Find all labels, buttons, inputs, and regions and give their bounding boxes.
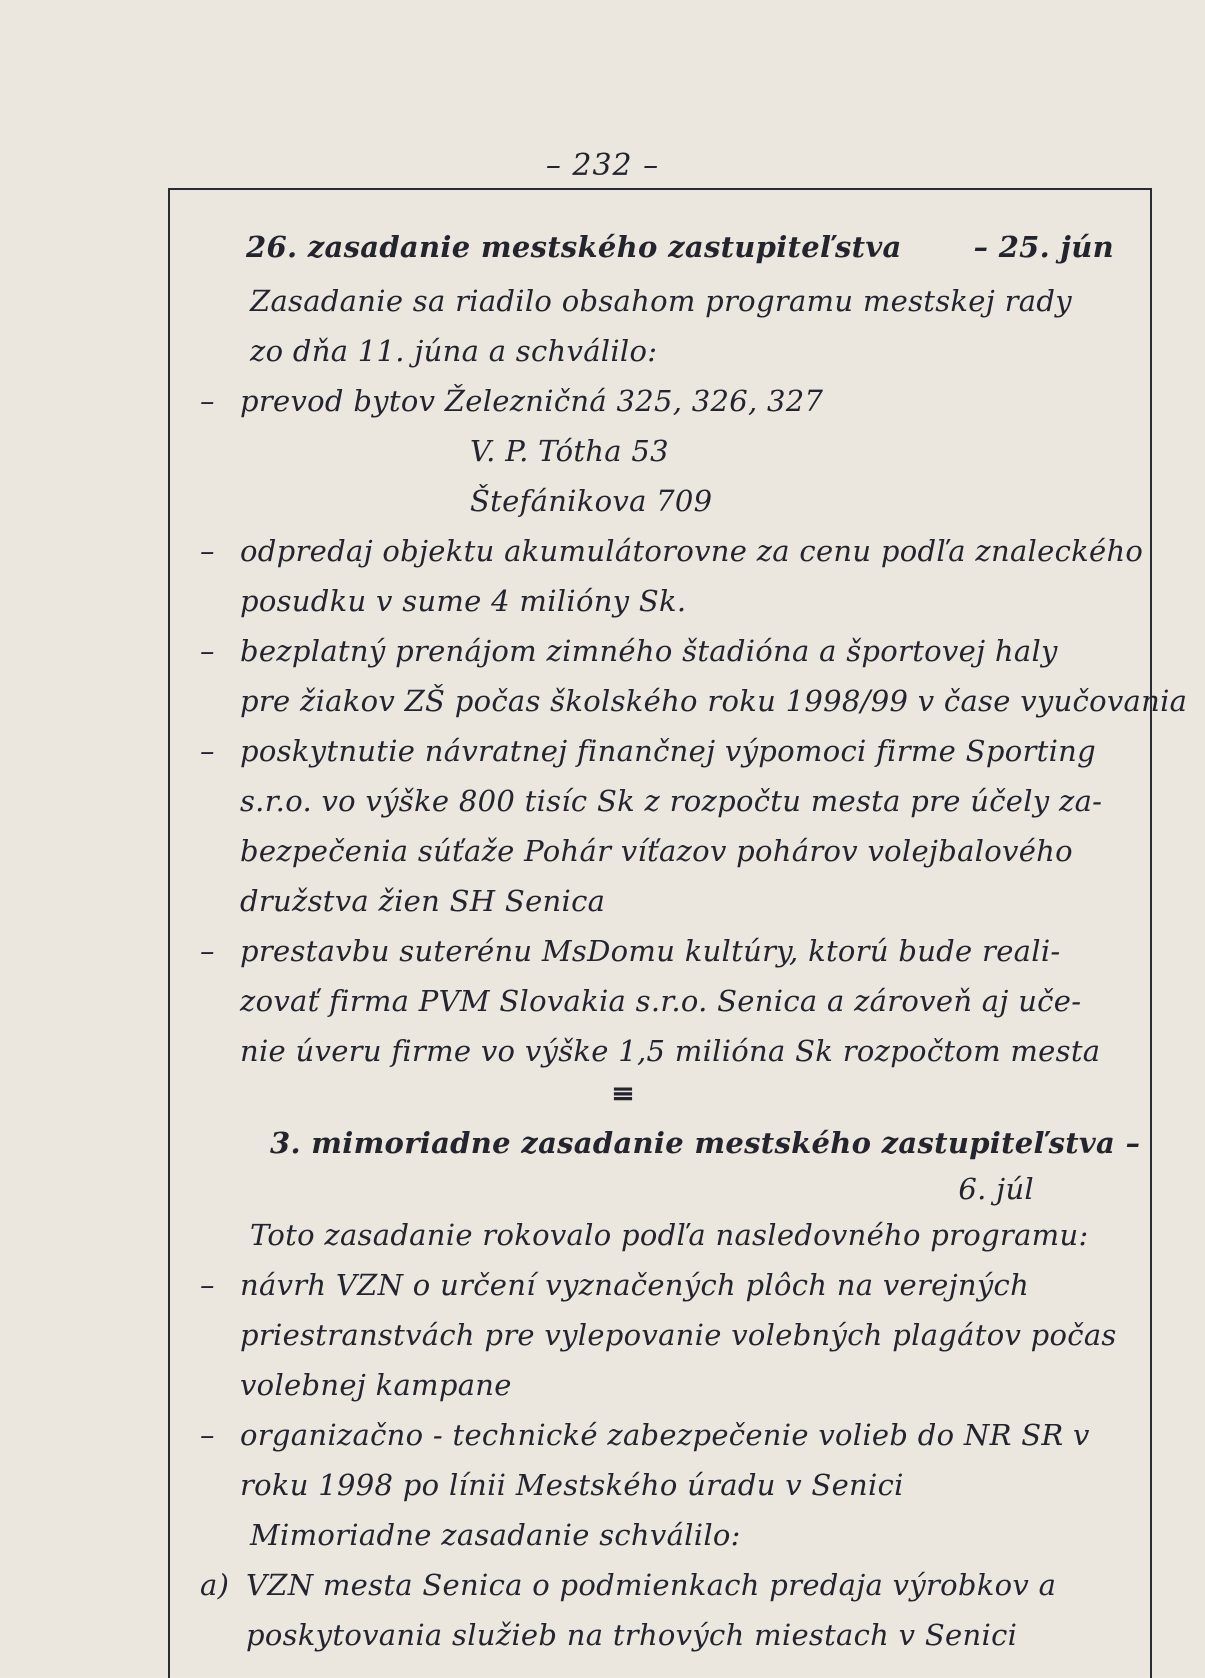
item-line: návrh VZN o určení vyznačených plôch na verejných [240, 1268, 1030, 1302]
section2-title: 3. mimoriadne zasadanie mestského zastupiteľstva – [270, 1126, 1141, 1160]
item-line: zovať firma PVM Slovakia s.r.o. Senica a zároveň aj uče- [240, 984, 1082, 1018]
section1-intro [200, 276, 1144, 376]
item-line: Štefánikova 709 [470, 484, 713, 518]
item-dash: – [200, 734, 215, 768]
item-line: prestavbu suterénu MsDomu kultúry, ktorú bude reali- [240, 934, 1061, 968]
section1-heading [200, 222, 1144, 272]
item-line: bezplatný prenájom zimného štadióna a športovej haly [240, 634, 1058, 668]
item-line: V. P. Tótha 53 [470, 434, 669, 468]
item-line: prevod bytov Železničná 325, 326, 327 [240, 384, 824, 418]
page-number: – 232 – [545, 148, 660, 183]
item-line: poskytovania služieb na trhových miestach v Senici [246, 1618, 1018, 1652]
section2-approved-intro: Mimoriadne zasadanie schválilo: [250, 1518, 741, 1552]
item-line: VZN mesta Senica o podmienkach predaja výrobkov a [246, 1568, 1057, 1602]
item-dash: – [200, 1268, 215, 1302]
item-dash: – [200, 634, 215, 668]
section1-item [200, 626, 1188, 726]
item-dash: – [200, 1418, 215, 1452]
handwritten-content [200, 222, 1188, 1660]
section2-date: 6. júl [958, 1172, 1034, 1206]
item-line: priestranstvách pre vylepovanie volebných plagátov počas [240, 1318, 1117, 1352]
item-line: roku 1998 po línii Mestského úradu v Senici [240, 1468, 904, 1502]
item-marker: a) [200, 1568, 230, 1602]
item-line: bezpečenia súťaže Pohár víťazov pohárov volejbalového [240, 834, 1073, 868]
section1-item [200, 376, 1144, 526]
section1-item [200, 726, 1144, 926]
section1-item [200, 526, 1144, 626]
item-dash: – [200, 934, 215, 968]
item-line: odpredaj objektu akumulátorovne za cenu podľa znaleckého [240, 534, 1144, 568]
item-line: organizačno - technické zabezpečenie volieb do NR SR v [240, 1418, 1090, 1452]
item-line: poskytnutie návratnej finančnej výpomoci firme Sporting [240, 734, 1096, 768]
item-dash: – [200, 534, 215, 568]
item-line: volebnej kampane [240, 1368, 512, 1402]
item-line: nie úveru firme vo výške 1,5 milióna Sk rozpočtom mesta [240, 1034, 1101, 1068]
item-dash: – [200, 384, 215, 418]
section1-date: 25. jún [998, 230, 1114, 264]
section-divider: ≡ [610, 1076, 634, 1110]
section1-intro-line: Zasadanie sa riadilo obsahom programu mestskej rady [250, 284, 1072, 318]
section2-item [200, 1260, 1144, 1410]
section1-intro-line: zo dňa 11. júna a schválilo: [250, 334, 658, 368]
item-line: pre žiakov ZŠ počas školského roku 1998/99 v čase vyučovania [240, 684, 1188, 718]
item-line: družstva žien SH Senica [240, 884, 606, 918]
item-line: posudku v sume 4 milióny Sk. [240, 584, 687, 618]
section1-item [200, 926, 1144, 1076]
section1-separator: – [973, 230, 989, 264]
section2-intro: Toto zasadanie rokovalo podľa nasledovného programu: [250, 1218, 1089, 1252]
section1-title: 26. zasadanie mestského zastupiteľstva [246, 230, 902, 264]
item-line: s.r.o. vo výške 800 tisíc Sk z rozpočtu mesta pre účely za- [240, 784, 1103, 818]
section2-item [200, 1410, 1144, 1510]
section2-approved-item [200, 1560, 1144, 1660]
